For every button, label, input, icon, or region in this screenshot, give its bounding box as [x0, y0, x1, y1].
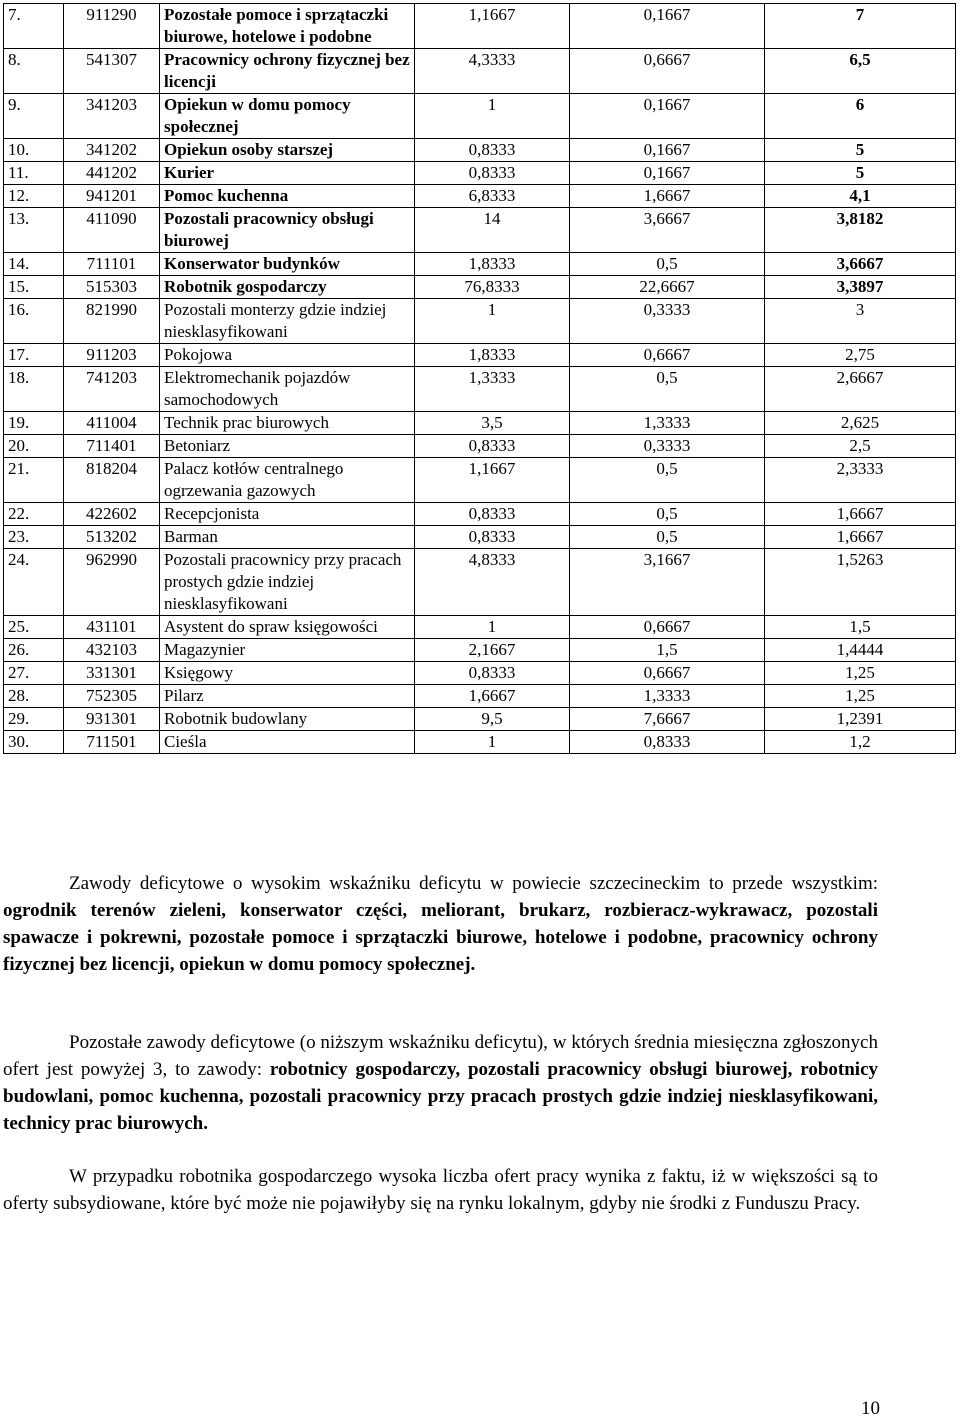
occupation-name-cell: Pracownicy ochrony fizycznej bez licencji — [160, 49, 415, 94]
ratio-cell: 3 — [765, 299, 956, 344]
row-number-cell: 14. — [4, 253, 64, 276]
ratio-cell: 6 — [765, 94, 956, 139]
table-row — [4, 731, 956, 754]
occupation-name-cell: Opiekun osoby starszej — [160, 139, 415, 162]
offers-cell: 0,8333 — [415, 503, 570, 526]
unemployed-cell: 0,1667 — [570, 139, 765, 162]
unemployed-cell: 0,3333 — [570, 299, 765, 344]
ratio-cell: 1,6667 — [765, 503, 956, 526]
ratio-cell: 5 — [765, 139, 956, 162]
offers-cell: 4,3333 — [415, 49, 570, 94]
unemployed-cell: 0,5 — [570, 367, 765, 412]
ratio-cell: 1,2 — [765, 731, 956, 754]
unemployed-cell: 0,5 — [570, 458, 765, 503]
occupation-code-cell: 752305 — [64, 685, 160, 708]
table-row — [4, 526, 956, 549]
table-row — [4, 139, 956, 162]
row-number-cell: 25. — [4, 616, 64, 639]
unemployed-cell: 0,3333 — [570, 435, 765, 458]
occupation-name-cell: Pilarz — [160, 685, 415, 708]
offers-cell: 9,5 — [415, 708, 570, 731]
ratio-cell: 4,1 — [765, 185, 956, 208]
ratio-cell: 3,8182 — [765, 208, 956, 253]
occupation-code-cell: 431101 — [64, 616, 160, 639]
occupation-code-cell: 341203 — [64, 94, 160, 139]
unemployed-cell: 0,6667 — [570, 49, 765, 94]
occupation-code-cell: 931301 — [64, 708, 160, 731]
occupation-code-cell: 331301 — [64, 662, 160, 685]
occupation-code-cell: 513202 — [64, 526, 160, 549]
occupation-code-cell: 711501 — [64, 731, 160, 754]
row-number-cell: 12. — [4, 185, 64, 208]
occupation-code-cell: 962990 — [64, 549, 160, 616]
offers-cell: 1 — [415, 731, 570, 754]
offers-cell: 1,1667 — [415, 458, 570, 503]
row-number-cell: 7. — [4, 4, 64, 49]
ratio-cell: 1,4444 — [765, 639, 956, 662]
table-row — [4, 412, 956, 435]
row-number-cell: 24. — [4, 549, 64, 616]
occupation-code-cell: 821990 — [64, 299, 160, 344]
offers-cell: 0,8333 — [415, 662, 570, 685]
occupation-name-cell: Robotnik budowlany — [160, 708, 415, 731]
unemployed-cell: 22,6667 — [570, 276, 765, 299]
paragraph-deficit-high — [3, 870, 878, 978]
table-row — [4, 208, 956, 253]
paragraph-deficit-other — [3, 1029, 878, 1137]
occupation-name-cell: Palacz kotłów centralnego ogrzewania gazowych — [160, 458, 415, 503]
occupation-name-cell: Elektromechanik pojazdów samochodowych — [160, 367, 415, 412]
occupation-name-cell: Pozostali monterzy gdzie indziej niesklasyfikowani — [160, 299, 415, 344]
ratio-cell: 1,5263 — [765, 549, 956, 616]
unemployed-cell: 0,6667 — [570, 662, 765, 685]
table-row — [4, 162, 956, 185]
ratio-cell: 2,3333 — [765, 458, 956, 503]
table-row — [4, 639, 956, 662]
occupation-name-cell: Konserwator budynków — [160, 253, 415, 276]
table-row — [4, 685, 956, 708]
table-row — [4, 616, 956, 639]
offers-cell: 1,8333 — [415, 253, 570, 276]
paragraph-deficit-other-text: Pozostałe zawody deficytowe (o niższym wskaźniku deficytu), w których średnia miesięczna zgłoszonych ofert jest powyżej 3, to zawody: — [3, 1032, 878, 1080]
unemployed-cell: 0,1667 — [570, 4, 765, 49]
occupation-code-cell: 432103 — [64, 639, 160, 662]
table-row — [4, 435, 956, 458]
table-row — [4, 299, 956, 344]
unemployed-cell: 0,5 — [570, 503, 765, 526]
ratio-cell: 1,25 — [765, 662, 956, 685]
occupation-name-cell: Cieśla — [160, 731, 415, 754]
unemployed-cell: 1,5 — [570, 639, 765, 662]
row-number-cell: 19. — [4, 412, 64, 435]
occupation-name-cell: Betoniarz — [160, 435, 415, 458]
paragraph-deficit-high-bold: ogrodnik terenów zieleni, konserwator części, meliorant, brukarz, rozbieracz-wykrawacz, pozostali spawacze i pokrewni, pozostałe pomoce i sprzątaczki biurowe, hotelowe i podobne, pracownicy ochrony fizycznej bez licencji, opiekun w domu pomocy społecznej. — [3, 900, 878, 975]
occupation-code-cell: 341202 — [64, 139, 160, 162]
row-number-cell: 13. — [4, 208, 64, 253]
row-number-cell: 10. — [4, 139, 64, 162]
ratio-cell: 3,3897 — [765, 276, 956, 299]
unemployed-cell: 3,6667 — [570, 208, 765, 253]
offers-cell: 14 — [415, 208, 570, 253]
row-number-cell: 21. — [4, 458, 64, 503]
table-row — [4, 94, 956, 139]
occupation-code-cell: 541307 — [64, 49, 160, 94]
table-row — [4, 253, 956, 276]
offers-cell: 1,3333 — [415, 367, 570, 412]
row-number-cell: 23. — [4, 526, 64, 549]
occupation-code-cell: 515303 — [64, 276, 160, 299]
paragraph-subsidized — [3, 1163, 878, 1217]
table-row — [4, 549, 956, 616]
table-row — [4, 49, 956, 94]
occupation-name-cell: Księgowy — [160, 662, 415, 685]
occupation-code-cell: 422602 — [64, 503, 160, 526]
ratio-cell: 1,2391 — [765, 708, 956, 731]
row-number-cell: 30. — [4, 731, 64, 754]
ratio-cell: 5 — [765, 162, 956, 185]
row-number-cell: 18. — [4, 367, 64, 412]
table-row — [4, 503, 956, 526]
occupation-code-cell: 441202 — [64, 162, 160, 185]
table-row — [4, 458, 956, 503]
row-number-cell: 8. — [4, 49, 64, 94]
unemployed-cell: 0,8333 — [570, 731, 765, 754]
occupation-code-cell: 941201 — [64, 185, 160, 208]
offers-cell: 1,8333 — [415, 344, 570, 367]
ratio-cell: 2,625 — [765, 412, 956, 435]
occupation-table — [3, 3, 956, 754]
unemployed-cell: 0,6667 — [570, 344, 765, 367]
offers-cell: 1 — [415, 616, 570, 639]
table-row — [4, 367, 956, 412]
row-number-cell: 11. — [4, 162, 64, 185]
occupation-name-cell: Pomoc kuchenna — [160, 185, 415, 208]
row-number-cell: 28. — [4, 685, 64, 708]
offers-cell: 1 — [415, 299, 570, 344]
offers-cell: 0,8333 — [415, 162, 570, 185]
ratio-cell: 2,6667 — [765, 367, 956, 412]
row-number-cell: 20. — [4, 435, 64, 458]
unemployed-cell: 1,3333 — [570, 412, 765, 435]
ratio-cell: 1,25 — [765, 685, 956, 708]
ratio-cell: 1,6667 — [765, 526, 956, 549]
table-row — [4, 4, 956, 49]
row-number-cell: 22. — [4, 503, 64, 526]
unemployed-cell: 7,6667 — [570, 708, 765, 731]
ratio-cell: 1,5 — [765, 616, 956, 639]
offers-cell: 1 — [415, 94, 570, 139]
unemployed-cell: 1,6667 — [570, 185, 765, 208]
offers-cell: 2,1667 — [415, 639, 570, 662]
table-row — [4, 662, 956, 685]
occupation-name-cell: Pozostali pracownicy obsługi biurowej — [160, 208, 415, 253]
row-number-cell: 29. — [4, 708, 64, 731]
unemployed-cell: 0,1667 — [570, 94, 765, 139]
unemployed-cell: 3,1667 — [570, 549, 765, 616]
table-row — [4, 185, 956, 208]
occupation-name-cell: Asystent do spraw księgowości — [160, 616, 415, 639]
offers-cell: 3,5 — [415, 412, 570, 435]
paragraph-subsidized-text: W przypadku robotnika gospodarczego wysoka liczba ofert pracy wynika z faktu, iż w większości są to oferty subsydiowane, które być może nie pojawiłyby się na rynku lokalnym, gdyby nie środki z Funduszu Pracy. — [3, 1166, 878, 1214]
row-number-cell: 15. — [4, 276, 64, 299]
occupation-name-cell: Kurier — [160, 162, 415, 185]
table-row — [4, 276, 956, 299]
offers-cell: 4,8333 — [415, 549, 570, 616]
occupation-code-cell: 411004 — [64, 412, 160, 435]
occupation-code-cell: 911290 — [64, 4, 160, 49]
offers-cell: 6,8333 — [415, 185, 570, 208]
ratio-cell: 7 — [765, 4, 956, 49]
offers-cell: 0,8333 — [415, 526, 570, 549]
unemployed-cell: 0,6667 — [570, 616, 765, 639]
offers-cell: 0,8333 — [415, 139, 570, 162]
unemployed-cell: 1,3333 — [570, 685, 765, 708]
paragraph-deficit-other-bold: robotnicy gospodarczy, pozostali pracownicy obsługi biurowej, robotnicy budowlani, pomoc kuchenna, pozostali pracownicy przy pracach prostych gdzie indziej niesklasyfikowani, technicy prac biurowych. — [3, 1059, 879, 1134]
row-number-cell: 16. — [4, 299, 64, 344]
unemployed-cell: 0,5 — [570, 526, 765, 549]
occupation-code-cell: 818204 — [64, 458, 160, 503]
row-number-cell: 26. — [4, 639, 64, 662]
occupation-name-cell: Pokojowa — [160, 344, 415, 367]
occupation-name-cell: Recepcjonista — [160, 503, 415, 526]
occupation-code-cell: 711401 — [64, 435, 160, 458]
row-number-cell: 27. — [4, 662, 64, 685]
occupation-name-cell: Robotnik gospodarczy — [160, 276, 415, 299]
ratio-cell: 6,5 — [765, 49, 956, 94]
ratio-cell: 2,5 — [765, 435, 956, 458]
unemployed-cell: 0,1667 — [570, 162, 765, 185]
paragraph-deficit-high-text: Zawody deficytowe o wysokim wskaźniku deficytu w powiecie szczecineckim to przede wszystkim: — [69, 873, 878, 894]
occupation-code-cell: 741203 — [64, 367, 160, 412]
offers-cell: 0,8333 — [415, 435, 570, 458]
occupation-name-cell: Pozostałe pomoce i sprzątaczki biurowe, hotelowe i podobne — [160, 4, 415, 49]
table-row — [4, 708, 956, 731]
occupation-name-cell: Magazynier — [160, 639, 415, 662]
occupation-code-cell: 711101 — [64, 253, 160, 276]
offers-cell: 1,6667 — [415, 685, 570, 708]
offers-cell: 76,8333 — [415, 276, 570, 299]
occupation-code-cell: 911203 — [64, 344, 160, 367]
occupation-name-cell: Barman — [160, 526, 415, 549]
ratio-cell: 2,75 — [765, 344, 956, 367]
occupation-name-cell: Opiekun w domu pomocy społecznej — [160, 94, 415, 139]
table-row — [4, 344, 956, 367]
row-number-cell: 17. — [4, 344, 64, 367]
occupation-code-cell: 411090 — [64, 208, 160, 253]
unemployed-cell: 0,5 — [570, 253, 765, 276]
page-number: 10 — [861, 1398, 880, 1419]
ratio-cell: 3,6667 — [765, 253, 956, 276]
occupation-name-cell: Technik prac biurowych — [160, 412, 415, 435]
occupation-name-cell: Pozostali pracownicy przy pracach prostych gdzie indziej niesklasyfikowani — [160, 549, 415, 616]
row-number-cell: 9. — [4, 94, 64, 139]
offers-cell: 1,1667 — [415, 4, 570, 49]
